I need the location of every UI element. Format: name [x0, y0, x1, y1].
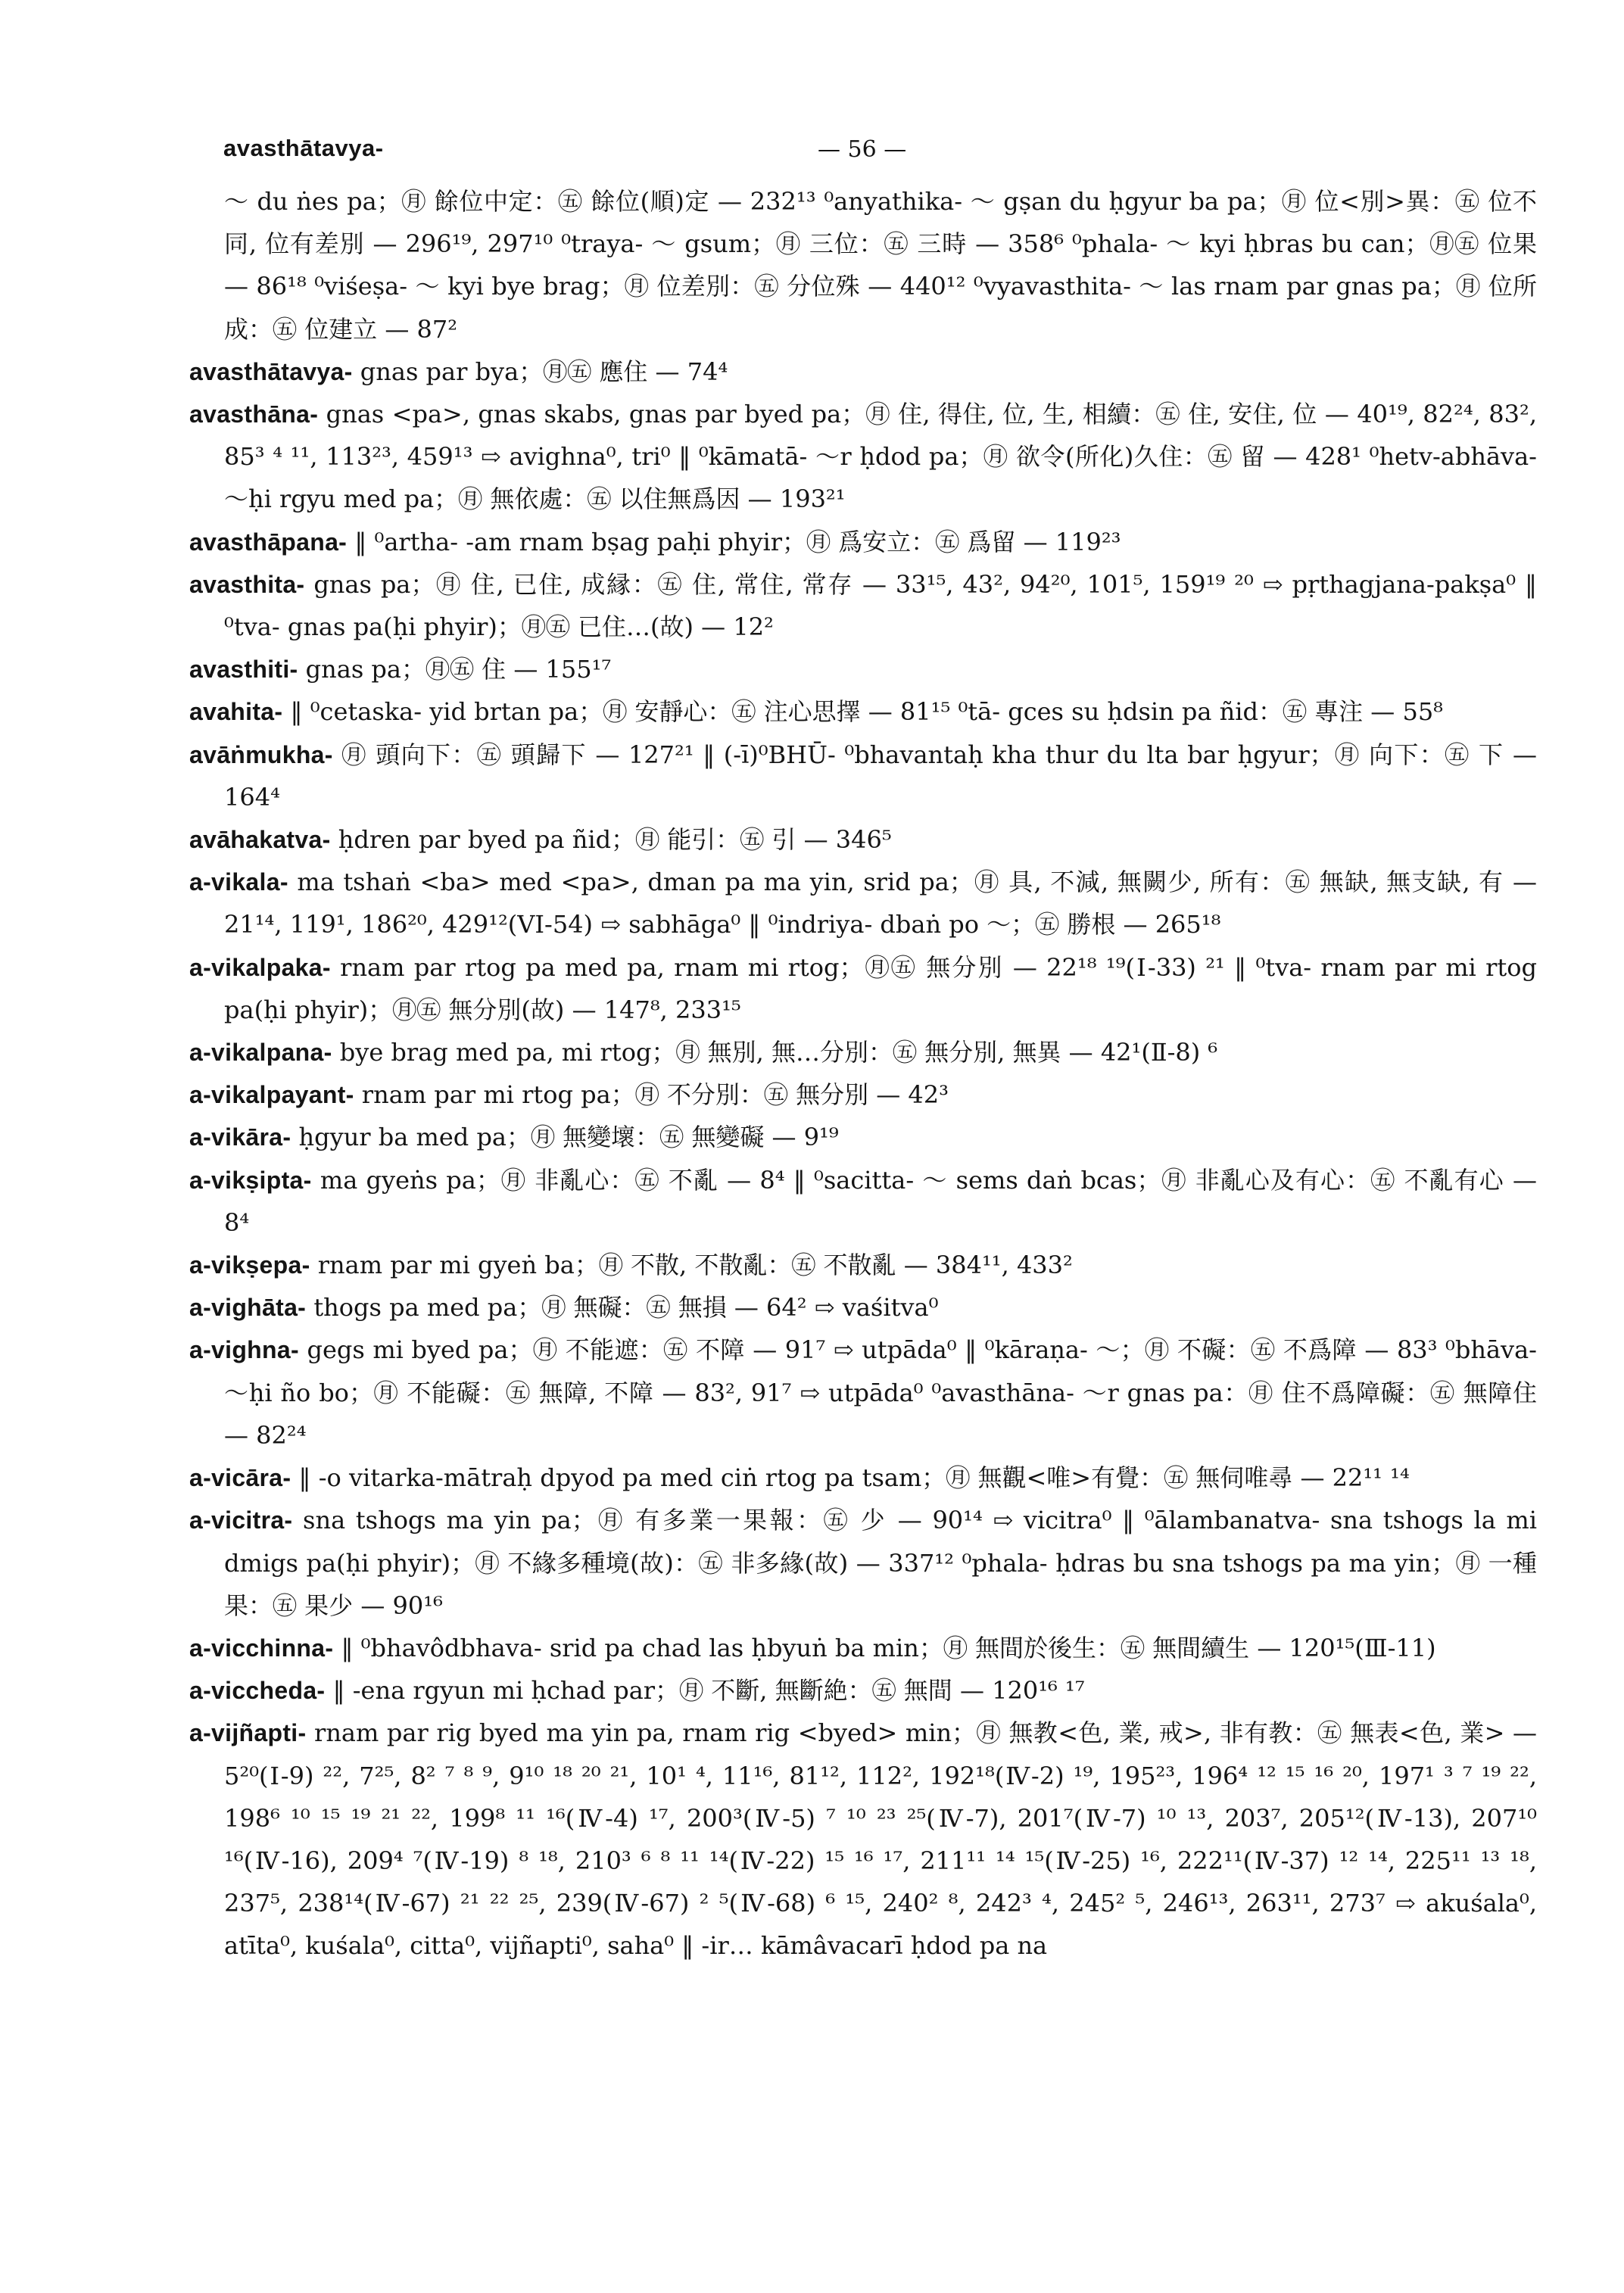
entry-body: rnam par mi rtog pa；㊊ 不分別：㊄ 無分別 — 42³: [361, 1080, 949, 1110]
entry-body: thogs pa med pa；㊊ 無礙：㊄ 無損 — 64² ⇨ vaśitva⁰: [313, 1293, 939, 1323]
entry-body: gnas pa；㊊㊄ 住 — 155¹⁷: [305, 655, 612, 684]
entry-headword: a-vijñapti-: [189, 1719, 307, 1747]
entry: [189, 1499, 1537, 1627]
entry: [189, 1712, 1537, 1967]
entry-headword: a-vikalpaka-: [189, 953, 331, 981]
entry: [189, 690, 1537, 733]
entry: [189, 1627, 1537, 1669]
entry-body: ‖ ⁰artha- -am rnam bṣag paḥi phyir；㊊ 爲安立：㊄ 爲留 — 119²³: [354, 527, 1121, 556]
entry: [189, 946, 1537, 1031]
entry: [189, 1329, 1537, 1456]
entry-headword: avahita-: [189, 698, 283, 726]
entry: [189, 350, 1537, 393]
entry-headword: a-vikala-: [189, 868, 288, 896]
entry: [189, 393, 1537, 521]
entry-body: ma tshaṅ <ba> med <pa>, dman pa ma yin, srid pa；㊊ 具, 不減, 無闕少, 所有：㊄ 無缺, 無支缺, 有 — 21¹⁴, 119¹, 186²⁰, 429¹²(VI-54) ⇨ sabhāga⁰ ‖ ⁰indriya- dbaṅ po ～；㊄ 勝根 — 265¹⁸: [224, 868, 1537, 939]
entry: [189, 648, 1537, 690]
entry: [189, 1244, 1537, 1286]
entry-headword: a-vikāra-: [189, 1123, 291, 1151]
entry: [189, 1286, 1537, 1329]
entry-body: rnam par rtog pa med pa, rnam mi rtog；㊊㊄ 無分別 — 22¹⁸ ¹⁹(Ⅰ-33) ²¹ ‖ ⁰tva- rnam par mi rtog pa(ḥi phyir)；㊊㊄ 無分別(故) — 147⁸, 233¹⁵: [224, 952, 1537, 1024]
entry: [189, 1669, 1537, 1712]
entry: [189, 1116, 1537, 1158]
entry-body: rnam par mi gyeṅ ba；㊊ 不散, 不散亂：㊄ 不散亂 — 384¹¹, 433²: [317, 1251, 1073, 1280]
entry-list: [189, 180, 1537, 1967]
entry: [189, 1031, 1537, 1073]
entry-body: gnas <pa>, gnas skabs, gnas par byed pa；㊊ 住, 得住, 位, 生, 相續：㊄ 住, 安住, 位 — 40¹⁹, 82²⁴, 83², 85³ ⁴ ¹¹, 113²³, 459¹³ ⇨ avighna⁰, tri⁰ ‖ ⁰kāmatā- ～r ḥdod pa；㊊ 欲令(所化)久住：㊄ 留 — 428¹ ⁰hetv-abhāva- ～ḥi rgyu med pa；㊊ 無依處：㊄ 以住無爲因 — 193²¹: [224, 400, 1537, 514]
entry-body: ‖ -ena rgyun mi ḥchad par；㊊ 不斷, 無斷絶：㊄ 無間 — 120¹⁶ ¹⁷: [332, 1676, 1085, 1706]
entry-headword: avasthāna-: [189, 400, 319, 428]
entry: [189, 563, 1537, 648]
entry-body: bye brag med pa, mi rtog；㊊ 無別, 無…分別：㊄ 無分別, 無異 — 42¹(Ⅱ-8) ⁶: [339, 1038, 1218, 1067]
entry-body: gegs mi byed pa；㊊ 不能遮：㊄ 不障 — 91⁷ ⇨ utpāda⁰ ‖ ⁰kāraṇa- ～；㊊ 不礙：㊄ 不爲障 — 83³ ⁰bhāva- ～ḥi ño bo；㊊ 不能礙：㊄ 無障, 不障 — 83², 91⁷ ⇨ utpāda⁰ ⁰avasthāna- ～r gnas pa：㊊ 住不爲障礙：㊄ 無障住 — 82²⁴: [224, 1335, 1537, 1450]
entry: [189, 861, 1537, 946]
page-number: — 56 —: [818, 136, 907, 163]
entry-headword: avasthiti-: [189, 656, 298, 684]
entry-body: ḥdren par byed pa ñid；㊊ 能引：㊄ 引 — 346⁵: [338, 825, 892, 855]
entry-headword: a-vighāta-: [189, 1294, 307, 1322]
entry: [189, 734, 1537, 818]
entry: [189, 818, 1537, 861]
entry-body: ㊊ 頭向下：㊄ 頭歸下 — 127²¹ ‖ (-ī)⁰BHŪ- ⁰bhavantaḥ kha thur du lta bar ḥgyur；㊊ 向下：㊄ 下 — 164⁴: [224, 740, 1537, 812]
running-head: avasthātavya-: [223, 135, 384, 161]
entry-headword: a-vikṣepa-: [189, 1251, 310, 1279]
entry-headword: a-vighna-: [189, 1336, 299, 1364]
entry-body: ‖ -o vitarka-mātraḥ dpyod pa med ciṅ rtog pa tsam；㊊ 無觀<唯>有覺：㊄ 無伺唯尋 — 22¹¹ ¹⁴: [298, 1463, 1410, 1493]
entry-headword: avāhakatva-: [189, 826, 331, 854]
entry-headword: avāṅmukha-: [189, 740, 333, 768]
entry: [189, 1159, 1537, 1244]
entry-body: ḥgyur ba med pa；㊊ 無變壞：㊄ 無變礙 — 9¹⁹: [298, 1123, 839, 1152]
entry-body: ‖ ⁰bhavôdbhava- srid pa chad las ḥbyuṅ ba min；㊊ 無間於後生：㊄ 無間續生 — 120¹⁵(Ⅲ-11): [341, 1633, 1436, 1662]
entry-headword: a-vicchinna-: [189, 1634, 334, 1662]
entry-headword: a-vikalpana-: [189, 1039, 332, 1067]
entry-body: rnam par rig byed ma yin pa, rnam rig <byed> min；㊊ 無教<色, 業, 戒>, 非有教：㊄ 無表<色, 業> — 5²⁰(Ⅰ-9) ²², 7²⁵, 8² ⁷ ⁸ ⁹, 9¹⁰ ¹⁸ ²⁰ ²¹, 10¹ ⁴, 11¹⁶, 81¹², 112², 192¹⁸(Ⅳ-2) ¹⁹, 195²³, 196⁴ ¹² ¹⁵ ¹⁶ ²⁰, 197¹ ³ ⁷ ¹⁹ ²², 198⁶ ¹⁰ ¹⁵ ¹⁹ ²¹ ²², 199⁸ ¹¹ ¹⁶(Ⅳ-4) ¹⁷, 200³(Ⅳ-5) ⁷ ¹⁰ ²³ ²⁵(Ⅳ-7), 201⁷(Ⅳ-7) ¹⁰ ¹³, 203⁷, 205¹²(Ⅳ-13), 207¹⁰ ¹⁶(Ⅳ-16), 209⁴ ⁷(Ⅳ-19) ⁸ ¹⁸, 210³ ⁶ ⁸ ¹¹ ¹⁴(Ⅳ-22) ¹⁵ ¹⁶ ¹⁷, 211¹¹ ¹⁴ ¹⁵(Ⅳ-25) ¹⁶, 222¹¹(Ⅳ-37) ¹² ¹⁴, 225¹¹ ¹³ ¹⁸, 237⁵, 238¹⁴(Ⅳ-67) ²¹ ²² ²⁵, 239(Ⅳ-67) ² ⁵(Ⅳ-68) ⁶ ¹⁵, 240² ⁸, 242³ ⁴, 245² ⁵, 246¹³, 263¹¹, 273⁷ ⇨ akuśala⁰, atīta⁰, kuśala⁰, citta⁰, vijñapti⁰, saha⁰ ‖ -ir… kāmâvacarī ḥdod pa na: [224, 1718, 1538, 1961]
entry-body: ‖ ⁰cetaska- yid brtan pa；㊊ 安靜心：㊄ 注心思擇 — 81¹⁵ ⁰tā- gces su ḥdsin pa ñid：㊄ 專注 — 55⁸: [290, 697, 1444, 727]
entry-body: ～ du ṅes pa；㊊ 餘位中定：㊄ 餘位(順)定 — 232¹³ ⁰anyathika- ～ gṣan du ḥgyur ba pa；㊊ 位<別>異：㊄ 位不同, 位有差別 — 296¹⁹, 297¹⁰ ⁰traya- ～ gsum；㊊ 三位：㊄ 三時 — 358⁶ ⁰phala- ～ kyi ḥbras bu can；㊊㊄ 位果 — 86¹⁸ ⁰viśeṣa- ～ kyi bye brag；㊊ 位差別：㊄ 分位殊 — 440¹² ⁰vyavasthita- ～ las rnam par gnas pa；㊊ 位所成：㊄ 位建立 — 87²: [224, 187, 1537, 344]
entry-headword: a-vikṣipta-: [189, 1166, 312, 1194]
entry-body: sna tshogs ma yin pa；㊊ 有多業一果報：㊄ 少 — 90¹⁴ ⇨ vicitra⁰ ‖ ⁰ālambanatva- sna tshogs la mi dmigs pa(ḥi phyir)；㊊ 不緣多種境(故)：㊄ 非多緣(故) — 337¹² ⁰phala- ḥdras bu sna tshogs pa ma yin；㊊ 一種果：㊄ 果少 — 90¹⁶: [224, 1506, 1537, 1620]
entry-headword: avasthita-: [189, 570, 305, 598]
entry-headword: a-vikalpayant-: [189, 1081, 354, 1109]
entry-headword: a-vicāra-: [189, 1464, 291, 1492]
entry-body: gnas pa；㊊ 住, 已住, 成縁：㊄ 住, 常住, 常存 — 33¹⁵, 43², 94²⁰, 101⁵, 159¹⁹ ²⁰ ⇨ pṛthagjana-pakṣa⁰ ‖ ⁰tva- gnas pa(ḥi phyir)；㊊㊄ 已住…(故) — 12²: [224, 569, 1537, 642]
entry: [189, 1073, 1537, 1116]
entry-headword: avasthāpana-: [189, 528, 348, 556]
entry-headword: avasthātavya-: [189, 357, 353, 385]
entry-headword: a-viccheda-: [189, 1677, 326, 1705]
entry-headword: a-vicitra-: [189, 1506, 293, 1534]
entry-body: gnas par bya；㊊㊄ 應住 — 74⁴: [360, 357, 728, 386]
entry-continuation: [189, 180, 1537, 350]
entry: [189, 1456, 1537, 1499]
entry: [189, 521, 1537, 563]
entry-body: ma gyeṅs pa；㊊ 非亂心：㊄ 不亂 — 8⁴ ‖ ⁰sacitta- ～ sems daṅ bcas；㊊ 非亂心及有心：㊄ 不亂有心 — 8⁴: [224, 1165, 1537, 1237]
